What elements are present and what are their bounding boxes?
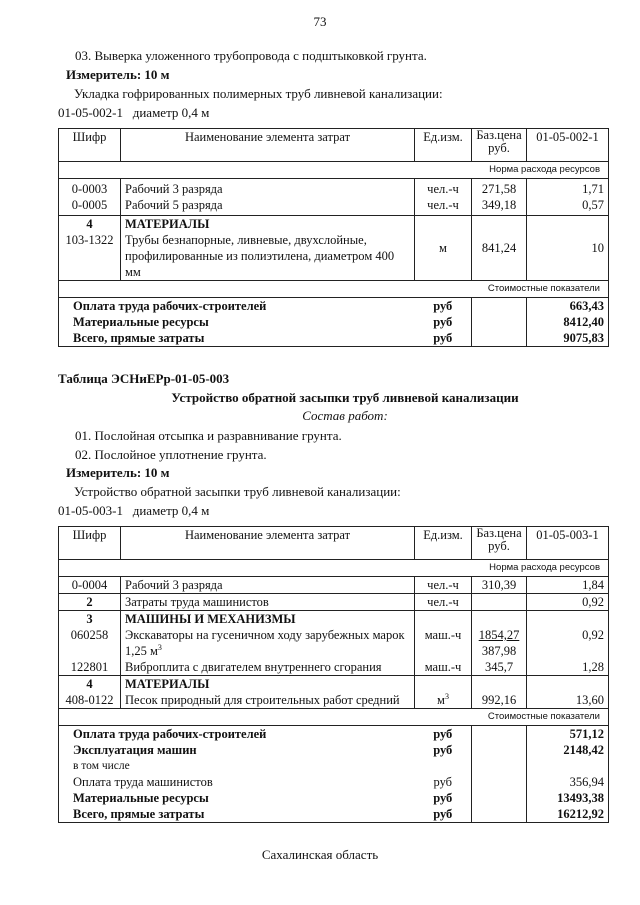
table-row-materials (59, 676, 609, 709)
summary-value: 16212,92 (527, 806, 609, 823)
cell-code: 0-0005 (59, 197, 121, 216)
summary-unit: руб (415, 298, 472, 315)
header-code: Шифр (59, 527, 121, 560)
header-price-line1: Баз.цена (476, 128, 522, 142)
table-row (59, 594, 609, 611)
machine-price: 1854,27 (478, 628, 520, 642)
machine-code: 060258 (70, 628, 109, 642)
group-name: МАТЕРИАЛЫ (125, 217, 210, 231)
header-name: Наименование элемента затрат (121, 527, 415, 560)
cell-name: Рабочий 5 разряда (121, 197, 415, 216)
header-norm: 01-05-003-1 (527, 527, 609, 560)
machine-value: 0,92 (582, 628, 604, 642)
summary-value: 13493,38 (527, 790, 609, 806)
cell-name: Рабочий 3 разряда (121, 179, 415, 198)
summary-unit: руб (415, 742, 472, 758)
machine-name: Виброплита с двигателем внутреннего сгорания (125, 660, 382, 674)
work-title: Укладка гофрированных полимерных труб ливневой канализации: (74, 86, 443, 101)
machine-name-line2: 1,25 м (125, 644, 158, 658)
work-step: 02. Послойное уплотнение грунта. (75, 447, 267, 462)
header-price-line2: руб. (488, 141, 510, 155)
summary-unit (415, 758, 472, 774)
summary-unit: руб (415, 790, 472, 806)
cost-caption: Стоимостные показатели (59, 709, 609, 726)
summary-label: Эксплуатация машин (59, 742, 415, 758)
footer-region: Сахалинская область (261, 847, 379, 862)
summary-label: в том числе (59, 758, 415, 774)
summary-unit: руб (415, 806, 472, 823)
cell-unit: чел.-ч (415, 179, 472, 198)
machine-price-sub: 387,98 (481, 644, 517, 658)
composition-label: Состав работ: (302, 408, 388, 423)
cell-price: 310,39 (472, 577, 527, 594)
cell-price: 349,18 (472, 197, 527, 216)
code-line: 01-05-003-1 диаметр 0,4 м (58, 503, 210, 518)
machine-name-line1: Экскаваторы на гусеничном ходу зарубежных марок (125, 628, 405, 642)
summary-row (59, 758, 609, 774)
cell-value: 0,92 (527, 594, 609, 611)
material-code: 103-1322 (65, 233, 114, 247)
material-name-line1: Трубы безнапорные, ливневые, двухслойные, (125, 233, 367, 247)
summary-label: Материальные ресурсы (59, 790, 415, 806)
summary-value: 571,12 (527, 726, 609, 743)
summary-row (59, 726, 609, 743)
header-price (472, 527, 527, 560)
estimate-table-1 (58, 128, 609, 347)
header-unit: Ед.изм. (415, 129, 472, 162)
cell-price: 841,24 (472, 216, 527, 281)
summary-value: 356,94 (527, 774, 609, 790)
summary-row (59, 314, 609, 330)
header-unit: Ед.изм. (415, 527, 472, 560)
measure-label: Измеритель: 10 м (66, 67, 170, 82)
summary-row (59, 330, 609, 347)
cell-unit: чел.-ч (415, 577, 472, 594)
cell-code (59, 216, 121, 281)
cell-price: 271,58 (472, 179, 527, 198)
summary-row (59, 298, 609, 315)
cell-name (121, 611, 415, 676)
header-price-line2: руб. (488, 539, 510, 553)
cell-code: 2 (59, 594, 121, 611)
cell-name: Рабочий 3 разряда (121, 577, 415, 594)
cell-code: 0-0003 (59, 179, 121, 198)
header-price (472, 129, 527, 162)
cell-code (59, 611, 121, 676)
estimate-table-2 (58, 526, 609, 823)
machine-value: 1,28 (582, 660, 604, 674)
cell-unit (415, 611, 472, 676)
superscript: 3 (444, 691, 449, 701)
work-step: 03. Выверка уложенного трубопровода с подштыковкой грунта. (75, 48, 427, 63)
material-name-line2: профилированные из полиэтилена, диаметром 400 мм (125, 249, 395, 279)
header-code: Шифр (59, 129, 121, 162)
summary-row (59, 806, 609, 823)
machine-unit: маш.-ч (424, 628, 462, 642)
table-id: Таблица ЭСНиЕРр-01-05-003 (58, 371, 230, 386)
group-code: 3 (86, 612, 93, 626)
page-number: 73 (313, 14, 327, 29)
summary-value: 8412,40 (527, 314, 609, 330)
group-code: 4 (86, 677, 93, 691)
summary-unit: руб (415, 774, 472, 790)
table-row (59, 179, 609, 198)
header-name: Наименование элемента затрат (121, 129, 415, 162)
material-code: 408-0122 (65, 693, 114, 707)
norm-caption: Норма расхода ресурсов (59, 560, 609, 577)
cell-price (472, 676, 527, 709)
cell-value: 10 (527, 216, 609, 281)
machine-unit: маш.-ч (424, 660, 462, 674)
material-name: Песок природный для строительных работ средний (125, 693, 400, 707)
cell-unit (415, 676, 472, 709)
table-row-materials (59, 216, 609, 281)
cell-name (121, 676, 415, 709)
group-code: 4 (86, 217, 93, 231)
summary-label: Оплата труда машинистов (59, 774, 415, 790)
table-row (59, 197, 609, 216)
summary-unit: руб (415, 314, 472, 330)
work-title: Устройство обратной засыпки труб ливневой канализации: (74, 484, 401, 499)
group-name: МАШИНЫ И МЕХАНИЗМЫ (125, 612, 296, 626)
summary-value: 663,43 (527, 298, 609, 315)
machine-price: 345,7 (484, 660, 514, 674)
cell-name (121, 216, 415, 281)
material-unit: м (437, 693, 445, 707)
work-step: 01. Послойная отсыпка и разравнивание грунта. (75, 428, 342, 443)
summary-label: Оплата труда рабочих-строителей (59, 726, 415, 743)
header-price-line1: Баз.цена (476, 526, 522, 540)
summary-value (527, 758, 609, 774)
code-line: 01-05-002-1 диаметр 0,4 м (58, 105, 210, 120)
cell-value (527, 611, 609, 676)
material-value: 13,60 (575, 693, 604, 707)
summary-label: Оплата труда рабочих-строителей (59, 298, 415, 315)
cell-unit: чел.-ч (415, 197, 472, 216)
section-title: Устройство обратной засыпки труб ливневой канализации (171, 390, 519, 405)
measure-label: Измеритель: 10 м (66, 465, 170, 480)
cell-value: 0,57 (527, 197, 609, 216)
cell-unit: чел.-ч (415, 594, 472, 611)
summary-label: Материальные ресурсы (59, 314, 415, 330)
cell-value: 1,71 (527, 179, 609, 198)
summary-label: Всего, прямые затраты (59, 806, 415, 823)
group-name: МАТЕРИАЛЫ (125, 677, 210, 691)
summary-unit: руб (415, 330, 472, 347)
material-price: 992,16 (481, 693, 517, 707)
summary-unit: руб (415, 726, 472, 743)
superscript: 3 (157, 642, 162, 652)
cell-price (472, 594, 527, 611)
cell-price (472, 611, 527, 676)
header-norm: 01-05-002-1 (527, 129, 609, 162)
summary-value: 9075,83 (527, 330, 609, 347)
table-row-machines (59, 611, 609, 676)
summary-row (59, 742, 609, 758)
cell-code: 0-0004 (59, 577, 121, 594)
cell-value (527, 676, 609, 709)
table-row (59, 577, 609, 594)
norm-caption: Норма расхода ресурсов (59, 162, 609, 179)
cell-value: 1,84 (527, 577, 609, 594)
cell-code (59, 676, 121, 709)
summary-row (59, 774, 609, 790)
cell-name: Затраты труда машинистов (121, 594, 415, 611)
summary-value: 2148,42 (527, 742, 609, 758)
summary-label: Всего, прямые затраты (59, 330, 415, 347)
cell-unit: м (415, 216, 472, 281)
machine-code: 122801 (70, 660, 109, 674)
cost-caption: Стоимостные показатели (59, 281, 609, 298)
summary-row (59, 790, 609, 806)
